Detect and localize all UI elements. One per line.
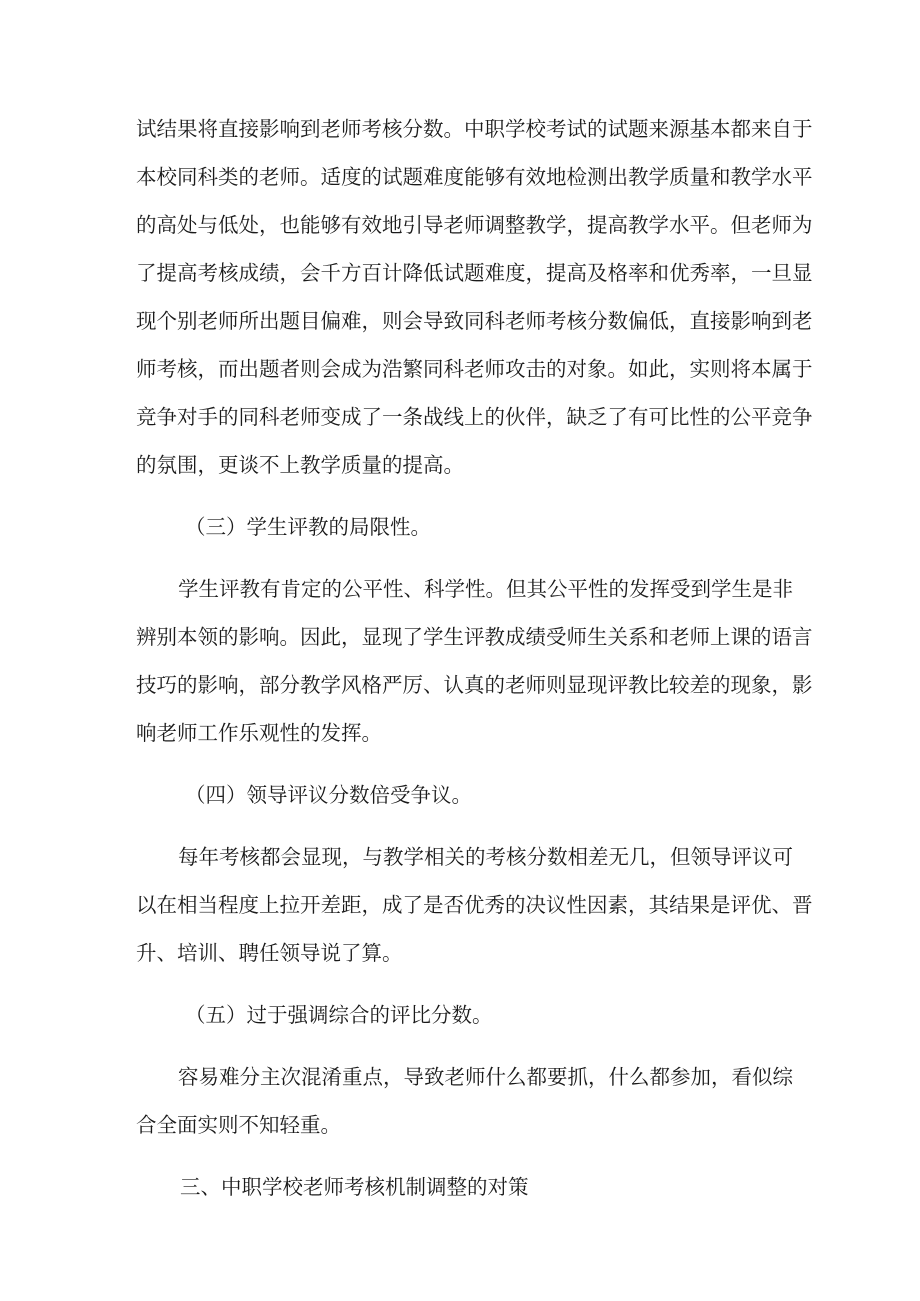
paragraph-line: 试结果将直接影响到老师考核分数。中职学校考试的试题来源基本都来自于 <box>136 117 813 141</box>
paragraph-line: 学生评教有肯定的公平性、科学性。但其公平性的发挥受到学生是非 <box>178 577 793 601</box>
paragraph-line: 师考核，而出题者则会成为浩繁同科老师攻击的对象。如此，实则将本属于 <box>136 357 813 381</box>
paragraph-line: 响老师工作乐观性的发挥。 <box>136 721 382 745</box>
paragraph-line: 每年考核都会显现，与教学相关的考核分数相差无几，但领导评议可 <box>178 845 793 869</box>
paragraph-line: 以在相当程度上拉开差距，成了是否优秀的决议性因素，其结果是评优、晋 <box>136 893 813 917</box>
chapter-heading: 三、中职学校老师考核机制调整的对策 <box>180 1175 529 1199</box>
paragraph-line: 本校同科类的老师。适度的试题难度能够有效地检测出教学质量和教学水平 <box>136 165 813 189</box>
paragraph-line: 合全面实则不知轻重。 <box>136 1113 341 1137</box>
paragraph-line: 技巧的影响，部分教学风格严厉、认真的老师则显现评教比较差的现象，影 <box>136 673 813 697</box>
section-heading: （三）学生评教的局限性。 <box>185 515 431 539</box>
paragraph-line: 竞争对手的同科老师变成了一条战线上的伙伴，缺乏了有可比性的公平竞争 <box>136 405 813 429</box>
paragraph-line: 的高处与低处，也能够有效地引导老师调整教学，提高教学水平。但老师为 <box>136 213 813 237</box>
paragraph-line: 容易难分主次混淆重点，导致老师什么都要抓，什么都参加，看似综 <box>178 1065 793 1089</box>
paragraph-line: 辨别本领的影响。因此，显现了学生评教成绩受师生关系和老师上课的语言 <box>136 625 813 649</box>
paragraph-line: 的氛围，更谈不上教学质量的提高。 <box>136 453 464 477</box>
paragraph-line: 升、培训、聘任领导说了算。 <box>136 941 403 965</box>
paragraph-line: 了提高考核成绩，会千方百计降低试题难度，提高及格率和优秀率，一旦显 <box>136 261 813 285</box>
section-heading: （四）领导评议分数倍受争议。 <box>185 783 472 807</box>
section-heading: （五）过于强调综合的评比分数。 <box>185 1003 493 1027</box>
paragraph-line: 现个别老师所出题目偏难，则会导致同科老师考核分数偏低，直接影响到老 <box>136 309 813 333</box>
